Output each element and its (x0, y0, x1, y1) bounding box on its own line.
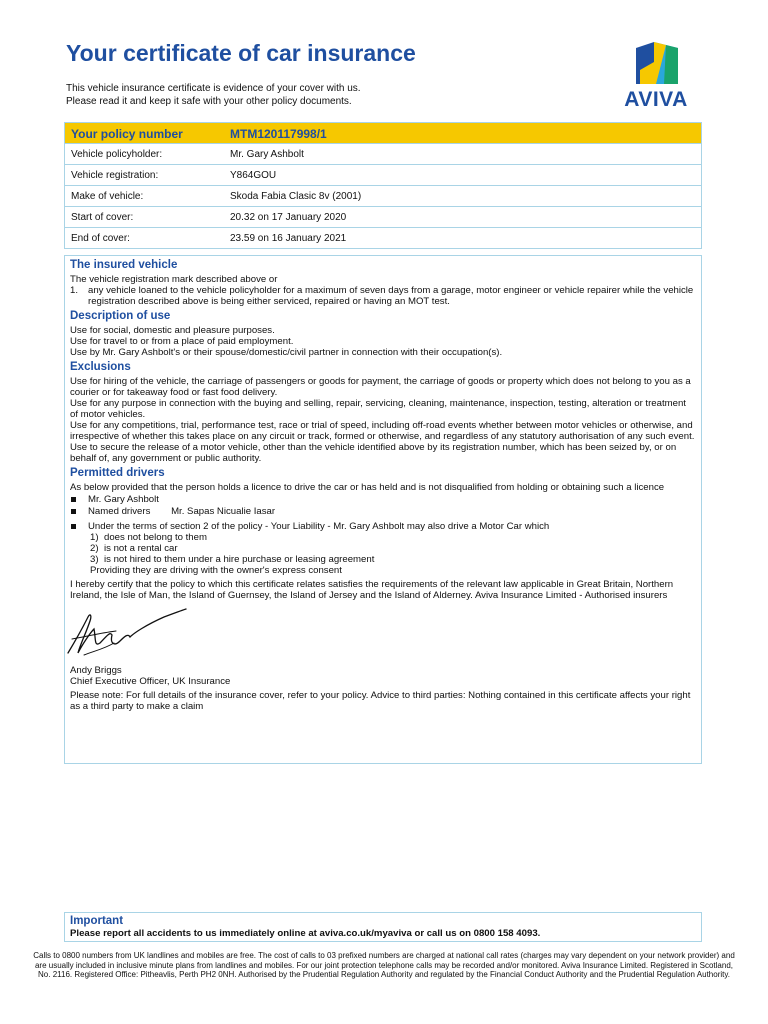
list-number: 2) (90, 543, 99, 554)
certification-text: I hereby certify that the policy to which this certificate relates satisfies the requirements of the relevant law applicable in Great Britain, Northern Ireland, the Isle of Man, the Island of Guernsey, the Island of Jersey and the Island of Alderney. Aviva Insurance Limited - Authorised insurers (70, 579, 674, 601)
certificate-terms (64, 255, 702, 764)
row-value: 23.59 on 16 January 2021 (230, 233, 347, 244)
conditions-list (70, 532, 696, 576)
bullet-icon (71, 497, 76, 502)
row-label: End of cover: (71, 233, 130, 244)
consent-text: Providing they are driving with the owner's express consent (90, 565, 342, 576)
insured-vehicle-intro: The vehicle registration mark described above or (70, 274, 278, 285)
table-row (65, 143, 701, 164)
table-row (65, 185, 701, 206)
list-text: any vehicle loaned to the vehicle policyholder for a maximum of seven days from a garage, motor engineer or vehicle repairer while the vehicle registration described above is being either serviced, repaired or having an MOT test. (88, 285, 694, 307)
important-notice (64, 912, 702, 942)
aviva-logo-mark (606, 40, 706, 90)
row-label: Make of vehicle: (71, 191, 144, 202)
insured-vehicle-heading: The insured vehicle (70, 259, 178, 271)
signatory-name: Andy Briggs (70, 665, 122, 676)
exclusion-line: Use for any purpose in connection with the buying and selling, repair, servicing, cleaning, maintenance, inspection, testing, alteration or treatment of motor vehicles. (70, 398, 686, 420)
policy-number-value: MTM120117998/1 (230, 127, 327, 141)
important-text: Please report all accidents to us immediately online at aviva.co.uk/myaviva or call us on 0800 158 4093. (70, 928, 541, 939)
list-item (70, 494, 696, 505)
policy-details-table (64, 122, 702, 249)
page-title: Your certificate of car insurance (66, 40, 416, 66)
row-value: Skoda Fabia Clasic 8v (2001) (230, 191, 362, 202)
row-label: Vehicle policyholder: (71, 149, 163, 160)
table-row (65, 206, 701, 227)
intro-line: Please read it and keep it safe with your other policy documents. (66, 96, 352, 107)
row-value: Y864GOU (230, 170, 277, 181)
list-item (70, 285, 696, 307)
permitted-drivers-intro: As below provided that the person holds a licence to drive the car or has held and is not disqualified from holding or obtaining such a licence (70, 482, 665, 493)
table-row (65, 164, 701, 185)
intro-line: This vehicle insurance certificate is evidence of your cover with us. (66, 83, 361, 94)
list-text: does not belong to them (104, 532, 207, 543)
important-heading: Important (70, 915, 124, 927)
permitted-drivers-heading: Permitted drivers (70, 467, 165, 479)
list-number: 3) (90, 554, 99, 565)
row-label: Vehicle registration: (71, 170, 159, 181)
aviva-logo (606, 40, 706, 116)
use-line: Use for travel to or from a place of paid employment. (70, 336, 294, 347)
list-item (90, 554, 696, 565)
driver-terms: Under the terms of section 2 of the policy - Your Liability - Mr. Gary Ashbolt may also drive a Motor Car which (88, 521, 550, 532)
list-number: 1. (70, 285, 79, 296)
list-item (90, 532, 696, 543)
exclusion-line: Use for any competitions, trial, performance test, race or trial of speed, including off-road events whether between motor vehicles or otherwise, and irrespective of whether this takes place on any circuit or track, formed or otherwise, and regardless of any statutory authorisation of any such event. (70, 420, 695, 442)
list-item (90, 543, 696, 554)
policy-number-label: Your policy number (71, 127, 183, 141)
bullet-icon (71, 524, 76, 529)
list-text: is not a rental car (104, 543, 178, 554)
signature-image (64, 603, 188, 665)
named-drivers-value: Mr. Sapas Nicualie Iasar (171, 506, 276, 517)
row-value: 20.32 on 17 January 2020 (230, 212, 347, 223)
list-text: is not hired to them under a hire purchase or leasing agreement (104, 554, 375, 565)
row-value: Mr. Gary Ashbolt (230, 149, 304, 160)
policy-number-row (65, 123, 701, 143)
list-number: 1) (90, 532, 99, 543)
description-of-use-heading: Description of use (70, 310, 171, 322)
exclusion-line: Use for hiring of the vehicle, the carriage of passengers or goods for payment, the carriage of goods or property which does not belong to you as a courier or for takeaway food or fast food delivery. (70, 376, 691, 398)
exclusion-line: Use to secure the release of a motor vehicle, other than the vehicle identified above by its registration number, which has been seized by, or on behalf of, any government or public authority. (70, 442, 677, 464)
bullet-icon (71, 509, 76, 514)
legal-footer: Calls to 0800 numbers from UK landlines and mobiles are free. The cost of calls to 03 prefixed numbers are charged at national call rates (charges may vary dependent on your network provider) and are usually included in inclusive minute plans from landlines and mobiles. For our joint protection telephone calls may be recorded and/or monitored. Aviva Insurance Limited. Registered in Scotland, No. 2116. Registered Office: Pitheavlis, Perth PH2 0NH. Authorised by the Prudential Regulation Authority and regulated by the Financial Conduct Authority and the Prudential Regulation Authority. (33, 951, 735, 979)
exclusions-heading: Exclusions (70, 361, 131, 373)
signatory-role: Chief Executive Officer, UK Insurance (70, 676, 231, 687)
intro-text (66, 82, 361, 108)
table-row (65, 227, 701, 248)
named-drivers-label: Named drivers (88, 506, 151, 517)
use-line: Use by Mr. Gary Ashbolt's or their spouse/domestic/civil partner in connection with their occupation(s). (70, 347, 503, 358)
list-item (70, 506, 696, 517)
third-party-note: Please note: For full details of the insurance cover, refer to your policy. Advice to third parties: Nothing contained in this certificate affects your right as a third party to make a claim (70, 690, 691, 712)
row-label: Start of cover: (71, 212, 134, 223)
driver-name: Mr. Gary Ashbolt (88, 494, 159, 505)
list-item (70, 521, 696, 532)
use-line: Use for social, domestic and pleasure purposes. (70, 325, 275, 336)
aviva-wordmark: AVIVA (624, 88, 688, 111)
